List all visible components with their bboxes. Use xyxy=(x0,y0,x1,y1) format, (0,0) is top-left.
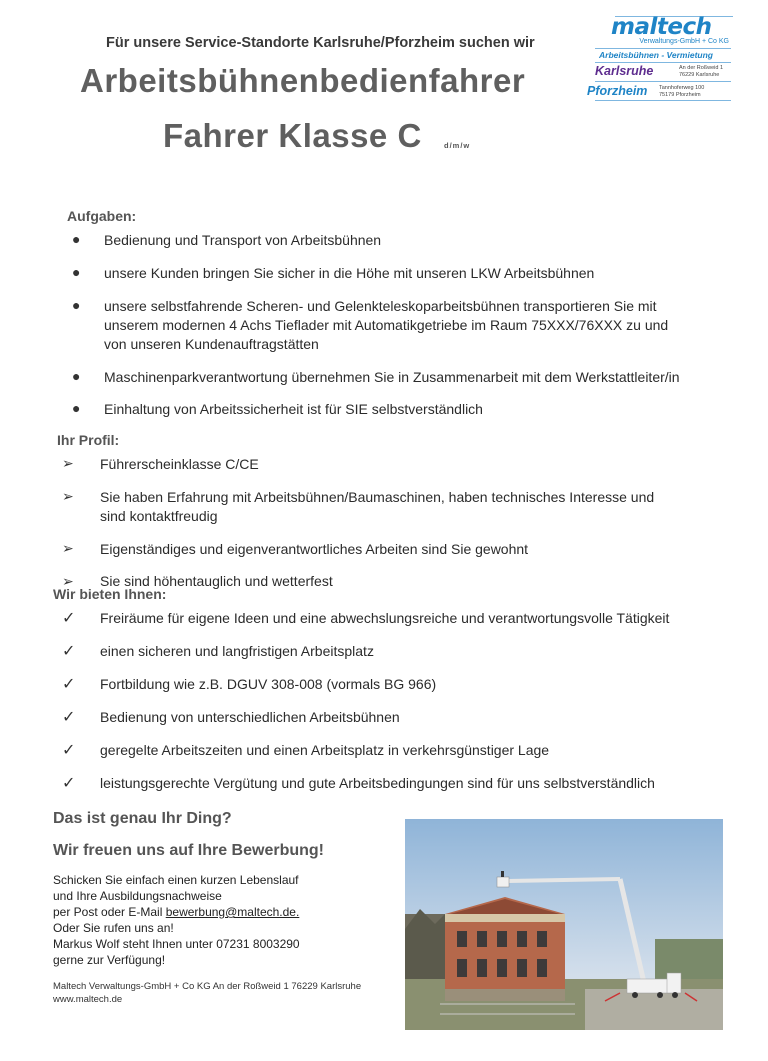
checkmark-icon: ✓ xyxy=(62,643,76,660)
logo-brand: maltech xyxy=(611,14,712,40)
list-item: Sie haben Erfahrung mit Arbeitsbühnen/Baumaschinen, haben technisches Interesse und xyxy=(100,489,655,505)
logo-divider xyxy=(595,81,731,82)
gender-note: d/m/w xyxy=(444,141,471,150)
checkmark-icon: ✓ xyxy=(62,742,76,759)
footer-address: Maltech Verwaltungs-GmbH + Co KG An der Roßweid 1 76229 Karlsruhe xyxy=(53,981,362,992)
company-logo xyxy=(585,14,735,104)
list-item: Maschinenparkverantwortung übernehmen Sie in Zusammenarbeit mit dem Werkstattleiter/in xyxy=(104,369,680,385)
contact-line: und Ihre Ausbildungsnachweise xyxy=(53,889,222,903)
checkmark-icon: ✓ xyxy=(62,709,76,726)
list-item: unsere Kunden bringen Sie sicher in die Höhe mit unseren LKW Arbeitsbühnen xyxy=(104,265,595,281)
contact-line: Oder Sie rufen uns an! xyxy=(53,921,174,935)
list-item-continued: sind kontaktfreudig xyxy=(100,508,218,524)
aerial-platform-illustration xyxy=(405,819,723,1030)
job-subtitle: Fahrer Klasse C xyxy=(163,117,422,154)
logo-divider xyxy=(595,48,731,49)
arrow-right-icon: ➢ xyxy=(62,573,74,589)
list-item: geregelte Arbeitszeiten und einen Arbeitsplatz in verkehrsgünstiger Lage xyxy=(100,742,550,758)
list-item: Bedienung und Transport von Arbeitsbühnen xyxy=(104,232,382,248)
list-item: Freiräume für eigene Ideen und eine abwechslungsreiche und verantwortungsvolle Tätigkeit xyxy=(100,610,670,626)
address-line: 76229 Karlsruhe xyxy=(679,71,720,78)
list-item: Eigenständiges und eigenverantwortliches Arbeiten sind Sie gewohnt xyxy=(100,541,529,557)
tasks-heading: Aufgaben: xyxy=(67,208,137,224)
checkmark-icon: ✓ xyxy=(62,676,76,693)
intro-text: Für unsere Service-Standorte Karlsruhe/Pforzheim suchen wir xyxy=(106,35,535,51)
list-item: Sie sind höhentauglich und wetterfest xyxy=(100,573,333,589)
contact-line xyxy=(53,904,383,920)
footer-website[interactable]: www.maltech.de xyxy=(53,994,123,1005)
bullet-dot-icon: ● xyxy=(72,297,81,313)
arrow-right-icon: ➢ xyxy=(62,488,74,504)
list-item: Führerscheinklasse C/CE xyxy=(100,456,259,472)
logo-location-pforzheim: Pforzheim xyxy=(587,84,648,98)
cta-apply: Wir freuen uns auf Ihre Bewerbung! xyxy=(53,842,324,859)
cta-question: Das ist genau Ihr Ding? xyxy=(53,810,232,827)
email-link[interactable]: bewerbung@maltech.de. xyxy=(165,905,300,919)
checkmark-icon: ✓ xyxy=(62,775,76,792)
contact-line: Markus Wolf steht Ihnen unter 07231 8003290 xyxy=(53,937,300,951)
arrow-right-icon: ➢ xyxy=(62,455,74,471)
logo-address-karlsruhe xyxy=(679,65,723,78)
logo-divider xyxy=(595,62,731,63)
building-photo xyxy=(405,819,723,1030)
logo-subtitle: Verwaltungs-GmbH + Co KG xyxy=(639,38,729,45)
bullet-dot-icon: ● xyxy=(72,368,81,384)
bullet-dot-icon: ● xyxy=(72,400,81,416)
profile-heading: Ihr Profil: xyxy=(57,432,120,448)
address-line: An der Roßweid 1 xyxy=(679,65,724,71)
list-item: Bedienung von unterschiedlichen Arbeitsbühnen xyxy=(100,709,400,725)
bullet-dot-icon: ● xyxy=(72,231,81,247)
list-item-continued: von unseren Kundenauftragstätten xyxy=(104,336,319,352)
list-item: unsere selbstfahrende Scheren- und Gelenkteleskoparbeitsbühnen transportieren Sie mit xyxy=(104,298,657,314)
bullet-dot-icon: ● xyxy=(72,264,81,280)
list-item: Einhaltung von Arbeitssicherheit ist für SIE selbstverständlich xyxy=(104,401,483,417)
list-item: einen sicheren und langfristigen Arbeitsplatz xyxy=(100,643,374,659)
address-line: 75179 Pforzheim xyxy=(659,91,701,98)
checkmark-icon: ✓ xyxy=(62,610,76,627)
contact-line: gerne zur Verfügung! xyxy=(53,953,166,967)
logo-address-pforzheim xyxy=(659,85,704,98)
logo-tagline: Arbeitsbühnen - Vermietung xyxy=(599,50,713,60)
contact-line: Schicken Sie einfach einen kurzen Lebenslauf xyxy=(53,873,299,887)
contact-block xyxy=(53,872,383,968)
address-line: Tannhoferweg 100 xyxy=(659,85,705,91)
list-item-continued: unserem modernen 4 Achs Tieflader mit Automatikgetriebe im Raum 75XXX/76XXX zu und xyxy=(104,317,669,333)
logo-divider xyxy=(595,100,731,101)
footer xyxy=(53,980,403,1006)
list-item: Fortbildung wie z.B. DGUV 308-008 (vormals BG 966) xyxy=(100,676,437,692)
contact-prefix: per Post oder E-Mail xyxy=(53,905,166,919)
list-item: leistungsgerechte Vergütung und gute Arbeitsbedingungen sind für uns selbstverständlich xyxy=(100,775,655,791)
logo-location-karlsruhe: Karlsruhe xyxy=(595,64,654,78)
arrow-right-icon: ➢ xyxy=(62,540,74,556)
job-title: Arbeitsbühnenbedienfahrer xyxy=(80,62,526,99)
offer-heading: Wir bieten Ihnen: xyxy=(53,586,167,602)
